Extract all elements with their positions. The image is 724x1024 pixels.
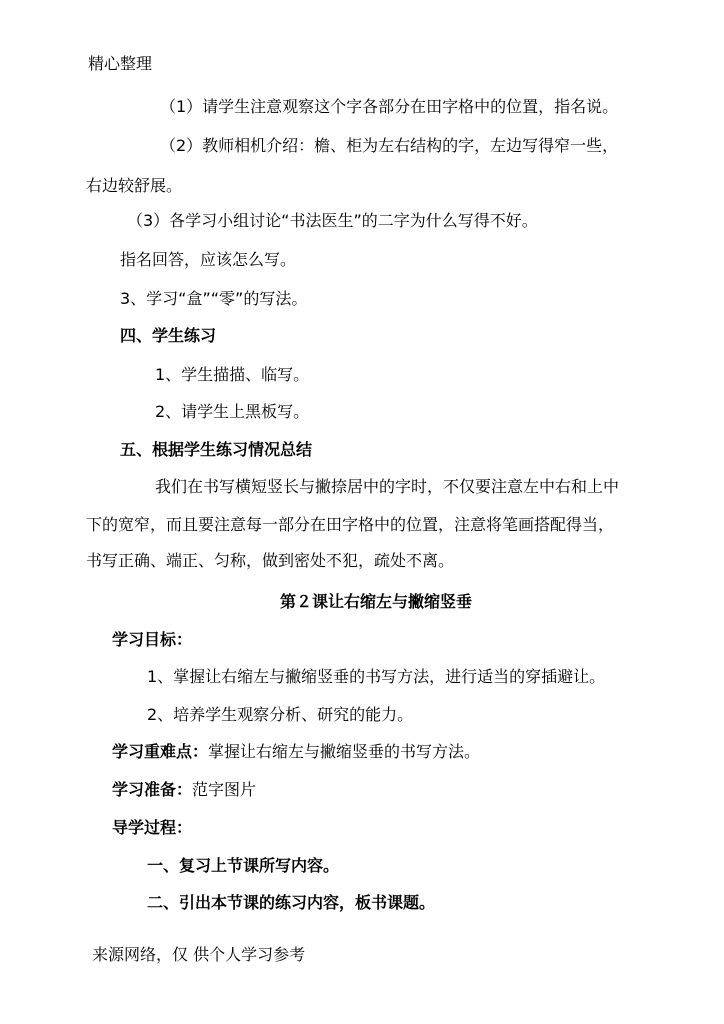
paragraph-line: 下的宽窄，而且要注意每一部分在田字格中的位置，注意将笔画搭配得当， <box>86 515 615 534</box>
preparation-label: 学习准备： <box>112 780 193 799</box>
step-heading: 一、复习上节课所写内容。 <box>147 856 340 875</box>
paragraph-line: 3、学习“盒”“零”的写法。 <box>120 289 308 308</box>
paragraph-line: （2）教师相机介绍：檐、柜为左右结构的字，左边写得窄一些， <box>160 136 619 155</box>
paragraph-line: （3）各学习小组讨论“书法医生”的二字为什么写得不好。 <box>127 211 538 230</box>
label-heading: 导学过程： <box>112 818 193 837</box>
difficulty-text: 掌握让右缩左与撇缩竖垂的书写方法。 <box>208 742 481 761</box>
paragraph-line: 右边较舒展。 <box>86 176 183 195</box>
page-header: 精心整理 <box>88 54 153 73</box>
preparation-row <box>112 780 256 800</box>
preparation-text: 范字图片 <box>192 780 257 799</box>
difficulty-label: 学习重难点： <box>112 742 209 761</box>
lesson-title: 第２课让右缩左与撇缩竖垂 <box>280 592 473 611</box>
section-heading: 四、学生练习 <box>120 326 217 345</box>
paragraph-line: 指名回答，应该怎么写。 <box>120 250 297 269</box>
difficulty-row <box>112 742 480 762</box>
page-footer: 来源网络，仅 供个人学习参考 <box>92 945 306 964</box>
section-heading: 五、根据学生练习情况总结 <box>120 440 313 459</box>
paragraph-line: 我们在书写横短竖长与撇捺居中的字时，不仅要注意左中右和上中 <box>155 477 620 496</box>
list-item: 1、学生描描、临写。 <box>155 365 310 384</box>
paragraph-line: （1）请学生注意观察这个字各部分在田字格中的位置，指名说。 <box>160 97 619 116</box>
list-item: 1、掌握让右缩左与撇缩竖垂的书写方法，进行适当的穿插避让。 <box>147 667 606 686</box>
paragraph-line: 书写正确、端正、匀称，做到密处不犯，疏处不离。 <box>86 551 455 570</box>
label-heading: 学习目标： <box>112 630 193 649</box>
list-item: 2、请学生上黑板写。 <box>155 402 310 421</box>
list-item: 2、培养学生观察分析、研究的能力。 <box>147 705 414 724</box>
step-heading: 二、引出本节课的练习内容，板书课题。 <box>147 893 436 912</box>
